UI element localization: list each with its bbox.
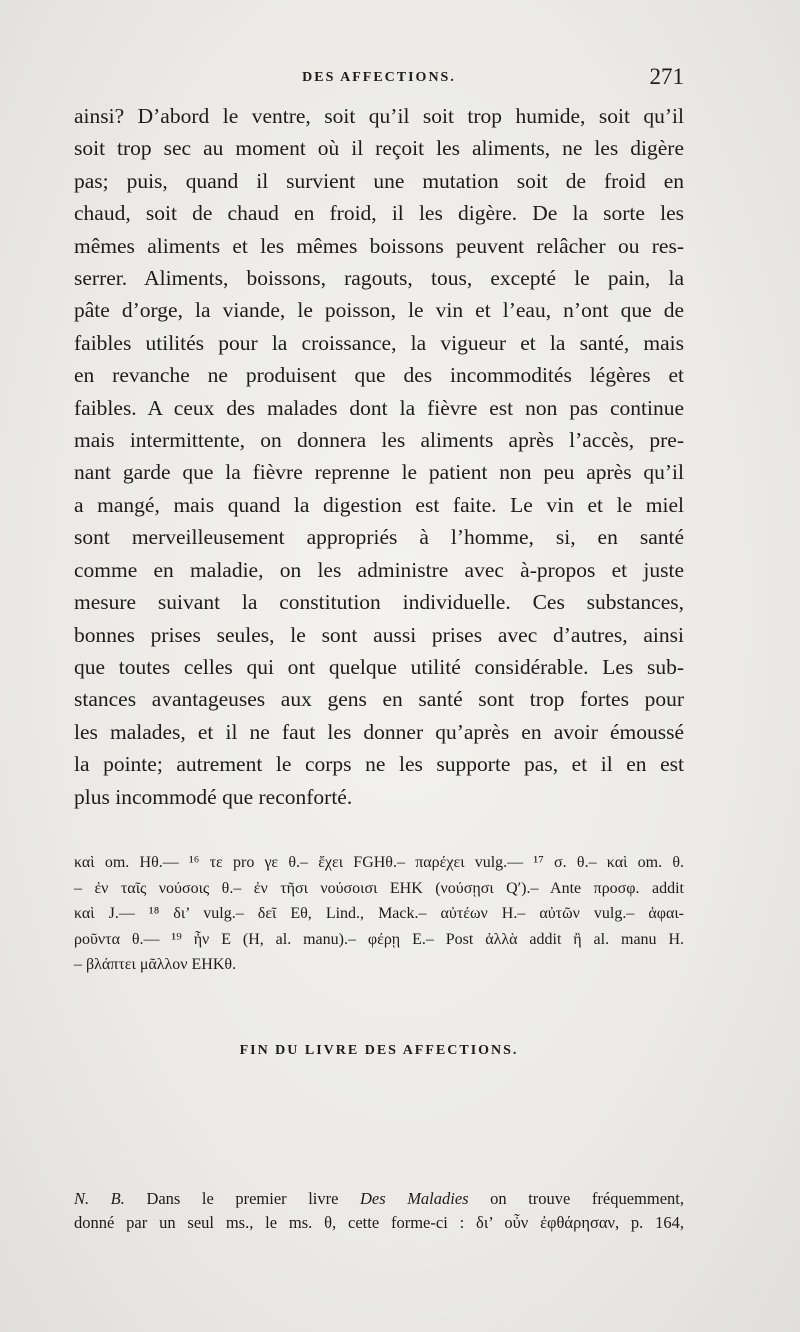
note-line: καὶ J.— ¹⁸ δι’ vulg.– δεῖ Eθ, Lind., Mack.– αὐτέων H.– αὐτῶν vulg.– ἀφαι- [74, 905, 685, 922]
note-line: – βλάπτει μᾶλλον EHKθ. [74, 956, 237, 973]
text-line: comme en maladie, on les administre avec à-propos et juste [74, 557, 684, 582]
text-line: nant garde que la fièvre reprenne le patient non peu après qu’il [74, 460, 684, 485]
end-title: FIN DU LIVRE DES AFFECTIONS. [239, 1043, 519, 1058]
text-line: la pointe; autrement le corps ne les supporte pas, et il en est [74, 752, 684, 777]
page-number: 271 [649, 64, 684, 89]
critical-notes [74, 850, 684, 978]
main-text [74, 100, 684, 813]
text-line: mêmes aliments et les mêmes boissons peuvent relâcher ou res- [74, 233, 684, 258]
nota-bene [74, 1187, 684, 1235]
text-line: soit trop sec au moment où il reçoit les aliments, ne les digère [74, 136, 684, 161]
note-line: – ἐν ταῖς νούσοις θ.– ἐν τῆσι νούσοισι EHK (νούσῃσι Q′).– Ante προσφ. addit [74, 879, 684, 897]
note-line: ροῦντα θ.— ¹⁹ ἦν E (H, al. manu).– φέρῃ E.– Post ἀλλὰ addit ἢ al. manu H. [74, 930, 684, 948]
text-line: a mangé, mais quand la digestion est faite. Le vin et le miel [74, 492, 684, 517]
text-line: ainsi? D’abord le ventre, soit qu’il soit trop humide, soit qu’il [74, 104, 684, 128]
nb-text: Dans le premier livre [146, 1189, 339, 1208]
text-line: que toutes celles qui ont quelque utilité considérable. Les sub- [74, 654, 684, 679]
text-line: mesure suivant la constitution individuelle. Ces substances, [74, 590, 684, 615]
text-line: mais intermittente, on donnera les aliments après l’accès, pre- [74, 428, 684, 453]
nb-line [74, 1187, 684, 1211]
text-line: faibles utilités pour la croissance, la vigueur et la santé, mais [74, 330, 684, 355]
text-line: pas; puis, quand il survient une mutation soit de froid en [74, 168, 684, 193]
text-line: en revanche ne produisent que des incommodités légères et [74, 363, 684, 388]
text-line: stances avantageuses aux gens en santé sont trop fortes pour [74, 687, 684, 712]
text-line: serrer. Aliments, boissons, ragouts, tous, excepté le pain, la [74, 266, 684, 291]
note-line: καὶ om. Hθ.— ¹⁶ τε pro γε θ.– ἔχει FGHθ.– παρέχει vulg.— ¹⁷ σ. θ.– καὶ om. θ. [74, 854, 684, 871]
text-line: pâte d’orge, la viande, le poisson, le vin et l’eau, n’ont que de [74, 298, 684, 323]
nb-book-title: Des Maladies [359, 1189, 469, 1208]
text-line: plus incommodé que reconforté. [74, 784, 353, 809]
text-line: les malades, et il ne faut les donner qu’après en avoir émoussé [74, 719, 684, 744]
nb-line: donné par un seul ms., le ms. θ, cette forme-ci : δι’ οὖν ἐφθάρησαν, p. 164, [74, 1213, 684, 1232]
nb-label: N. B. [74, 1189, 125, 1208]
text-line: chaud, soit de chaud en froid, il les digère. De la sorte les [74, 201, 684, 226]
text-line: faibles. A ceux des malades dont la fièvre est non pas continue [74, 395, 684, 420]
page-header [74, 66, 684, 96]
text-line: bonnes prises seules, le sont aussi prises avec d’autres, ainsi [74, 622, 684, 647]
running-title: DES AFFECTIONS. [302, 70, 456, 85]
text-line: sont merveilleusement appropriés à l’homme, si, en santé [74, 525, 684, 550]
nb-text: on trouve fréquemment, [490, 1189, 684, 1208]
